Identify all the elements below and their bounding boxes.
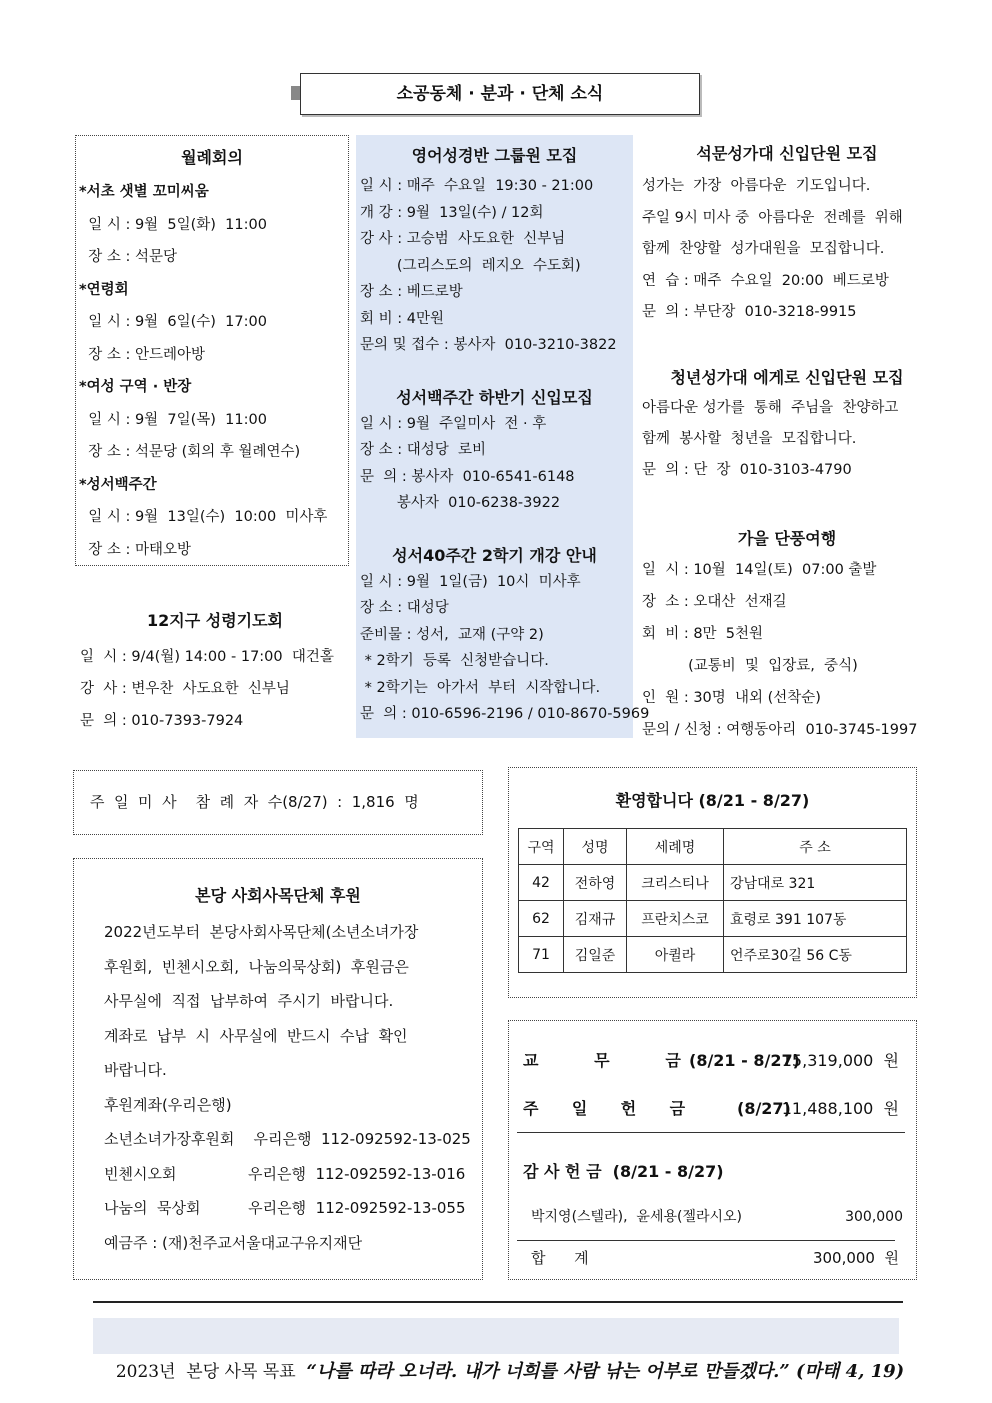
table-row [519, 937, 907, 973]
monthly-line: *서초 샛별 꼬미씨움 [79, 184, 209, 200]
monthly-meeting-box [75, 135, 349, 566]
church-fee-row [523, 1047, 903, 1075]
monthly-line: 일 시 : 9월 7일(목) 11:00 [79, 411, 267, 428]
choir-line: 성가는 가장 아름다운 기도입니다. [642, 178, 871, 194]
english-line: 문의 및 접수 : 봉사자 010-3210-3822 [360, 337, 617, 353]
bible40-line: * 2학기 등록 신청받습니다. [360, 653, 549, 669]
sunday-offering-row [523, 1095, 903, 1123]
church-fee-period: (8/21 - 8/27) [689, 1051, 800, 1070]
donor-names: 박지영(스텔라), 윤세용(젤라시오) [531, 1209, 743, 1225]
social-line: 빈첸시오회 우리은행 112-092592-13-016 [104, 1164, 466, 1183]
monthly-meeting-title: 월례회의 [181, 148, 243, 167]
district-cell: 42 [519, 865, 564, 901]
welcome-box [508, 767, 917, 998]
sunday-offering-period: (8/27) [737, 1099, 791, 1118]
bible40-line: 준비물 : 성서, 교재 (구약 2) [360, 626, 544, 643]
bible40-line: 문 의 : 010-6596-2196 / 010-8670-5969 [360, 706, 650, 722]
youth-line: 아름다운 성가를 통해 주님을 찬양하고 [642, 399, 899, 416]
trip-line: (교통비 및 입장료, 중식) [642, 657, 858, 674]
youth-line: 문 의 : 단 장 010-3103-4790 [642, 461, 852, 478]
address-cell: 강남대로 321 [724, 865, 907, 901]
social-support-box [73, 858, 483, 1280]
prayer-title: 12지구 성령기도회 [146, 611, 284, 630]
church-fee-amount: 15,319,000 원 [781, 1051, 899, 1070]
monthly-line: 일 시 : 9월 13일(수) 10:00 미사후 [79, 509, 328, 525]
trip-line: 인 원 : 30명 내외 (선착순) [642, 689, 821, 706]
church-fee-label: 교 무 금 [523, 1051, 681, 1070]
column-header: 구역 [519, 829, 564, 865]
monthly-line: *여성 구역 · 반장 [79, 379, 192, 395]
choir-line: 연 습 : 매주 수요일 20:00 베드로방 [642, 272, 889, 289]
monthly-line: 일 시 : 9월 5일(화) 11:00 [79, 216, 267, 233]
monthly-line: 일 시 : 9월 6일(수) 17:00 [79, 314, 267, 330]
monthly-line: 장 소 : 안드레아방 [79, 346, 205, 363]
total-divider [517, 1240, 895, 1241]
monthly-line: 장 소 : 석문당 [79, 249, 177, 265]
bible40-title: 성서40주간 2학기 개강 안내 [392, 545, 597, 565]
welcome-table-header [519, 829, 907, 865]
section-title: 소공동체 · 분과 · 단체 소식 [300, 73, 700, 115]
welcome-table [518, 828, 907, 973]
address-cell: 효령로 391 107동 [724, 901, 907, 937]
trip-line: 장 소 : 오대산 선재길 [642, 593, 787, 610]
pastoral-goal-banner [93, 1318, 905, 1382]
total-amount: 300,000 원 [812, 1249, 899, 1267]
english-title: 영어성경반 그룹원 모집 [411, 146, 578, 165]
baptismal-name-cell: 크리스티나 [627, 865, 724, 901]
name-cell: 전하영 [564, 865, 627, 901]
attendance-box [73, 770, 483, 835]
name-cell: 김재규 [564, 901, 627, 937]
social-line: 소년소녀가장후원회 우리은행 112-092592-13-025 [104, 1130, 471, 1148]
sunday-offering-amount: 11,488,100 원 [781, 1099, 899, 1118]
english-line: 일 시 : 매주 수요일 19:30 - 21:00 [360, 178, 594, 194]
thanks-offering-title: 감 사 헌 금 (8/21 - 8/27) [523, 1162, 724, 1181]
bible40-line: 일 시 : 9월 1일(금) 10시 미사후 [360, 573, 581, 590]
total-label: 합 계 [531, 1249, 589, 1267]
choir-line: 함께 찬양할 성가대원을 모집합니다. [642, 241, 885, 257]
prayer-section [80, 607, 350, 737]
table-row [519, 901, 907, 937]
choir-line: 주일 9시 미사 중 아름다운 전례를 위해 [642, 209, 903, 226]
english-line: 장 소 : 베드로방 [360, 284, 463, 300]
social-line: 나눔의 묵상회 우리은행 112-092592-13-055 [104, 1199, 466, 1217]
social-support-title: 본당 사회사목단체 후원 [195, 886, 361, 905]
social-line: 바랍니다. [104, 1061, 167, 1079]
trip-line: 일 시 : 10월 14일(토) 07:00 출발 [642, 561, 877, 578]
right-column [642, 137, 932, 746]
prayer-line: 문 의 : 010-7393-7924 [80, 713, 244, 729]
monthly-line: *성서백주간 [79, 476, 157, 493]
social-line: 예금주 : (재)천주교서울대교구유지재단 [104, 1233, 363, 1252]
donor-row [531, 1205, 903, 1229]
bible100-line: 봉사자 010-6238-3922 [360, 495, 561, 511]
address-cell: 언주로30길 56 C동 [724, 937, 907, 973]
district-cell: 71 [519, 937, 564, 973]
offering-divider [517, 1132, 905, 1133]
column-header: 주 소 [724, 829, 907, 865]
monthly-line: *연령회 [79, 281, 129, 298]
middle-column [356, 135, 650, 738]
youth-line: 함께 봉사할 청년을 모집합니다. [642, 430, 857, 447]
monthly-line: 장 소 : 마태오방 [79, 541, 191, 558]
choir-title: 석문성가대 신입단원 모집 [696, 144, 878, 163]
social-line: 2022년도부터 본당사회사목단체(소년소녀가장 [104, 923, 419, 941]
district-cell: 62 [519, 901, 564, 937]
pastoral-goal-quote: “나를 따라 오너라. 내가 너희를 사람 낚는 어부로 만들겠다.” (마태 4, 19) [306, 1361, 905, 1382]
name-cell: 김일준 [564, 937, 627, 973]
attendance-text: 주 일 미 사 참 례 자 수(8/27) : 1,816 명 [90, 793, 419, 811]
bible40-line: * 2학기는 아가서 부터 시작합니다. [360, 679, 601, 696]
sunday-offering-label: 주 일 헌 금 [523, 1099, 686, 1118]
pastoral-goal-prefix: 2023년 본당 사목 목표 [115, 1362, 307, 1382]
prayer-line: 강 사 : 변우찬 사도요한 신부님 [80, 681, 290, 697]
youth-title: 청년성가대 에게로 신입단원 모집 [670, 367, 904, 387]
trip-line: 회 비 : 8만 5천원 [642, 625, 764, 642]
social-line: 후원계좌(우리은행) [104, 1095, 232, 1114]
offering-box [508, 1020, 917, 1280]
english-line: 회 비 : 4만원 [360, 310, 444, 327]
bible100-line: 일 시 : 9월 주일미사 전 · 후 [360, 415, 547, 432]
monthly-line: 장 소 : 석문당 (회의 후 월례연수) [79, 444, 301, 460]
trip-line: 문의 / 신청 : 여행동아리 010-3745-1997 [642, 721, 918, 738]
choir-line: 문 의 : 부단장 010-3218-9915 [642, 304, 857, 320]
social-line: 후원회, 빈첸시오회, 나눔의묵상회) 후원금은 [104, 957, 409, 976]
welcome-title: 환영합니다 (8/21 - 8/27) [615, 791, 810, 810]
column-header: 세례명 [627, 829, 724, 865]
social-line: 계좌로 납부 시 사무실에 반드시 수납 확인 [104, 1026, 408, 1045]
baptismal-name-cell: 프란치스코 [627, 901, 724, 937]
column-header: 성명 [564, 829, 627, 865]
bible100-line: 장 소 : 대성당 로비 [360, 442, 486, 458]
total-row [531, 1243, 899, 1273]
english-line: 강 사 : 고승범 사도요한 신부님 [360, 231, 566, 247]
prayer-line: 일 시 : 9/4(월) 14:00 - 17:00 대건홀 [80, 649, 334, 665]
table-row [519, 865, 907, 901]
bible100-line: 문 의 : 봉사자 010-6541-6148 [360, 468, 575, 485]
bible100-title: 성서백주간 하반기 신입모집 [396, 387, 593, 407]
trip-title: 가을 단풍여행 [737, 528, 837, 548]
bible40-line: 장 소 : 대성당 [360, 600, 449, 616]
baptismal-name-cell: 아퀼라 [627, 937, 724, 973]
english-line: (그리스도의 레지오 수도회) [360, 257, 581, 274]
english-line: 개 강 : 9월 13일(수) / 12회 [360, 204, 544, 221]
footer-divider [93, 1301, 903, 1303]
donor-amount: 300,000 [845, 1209, 903, 1225]
social-line: 사무실에 직접 납부하여 주시기 바랍니다. [104, 992, 394, 1010]
